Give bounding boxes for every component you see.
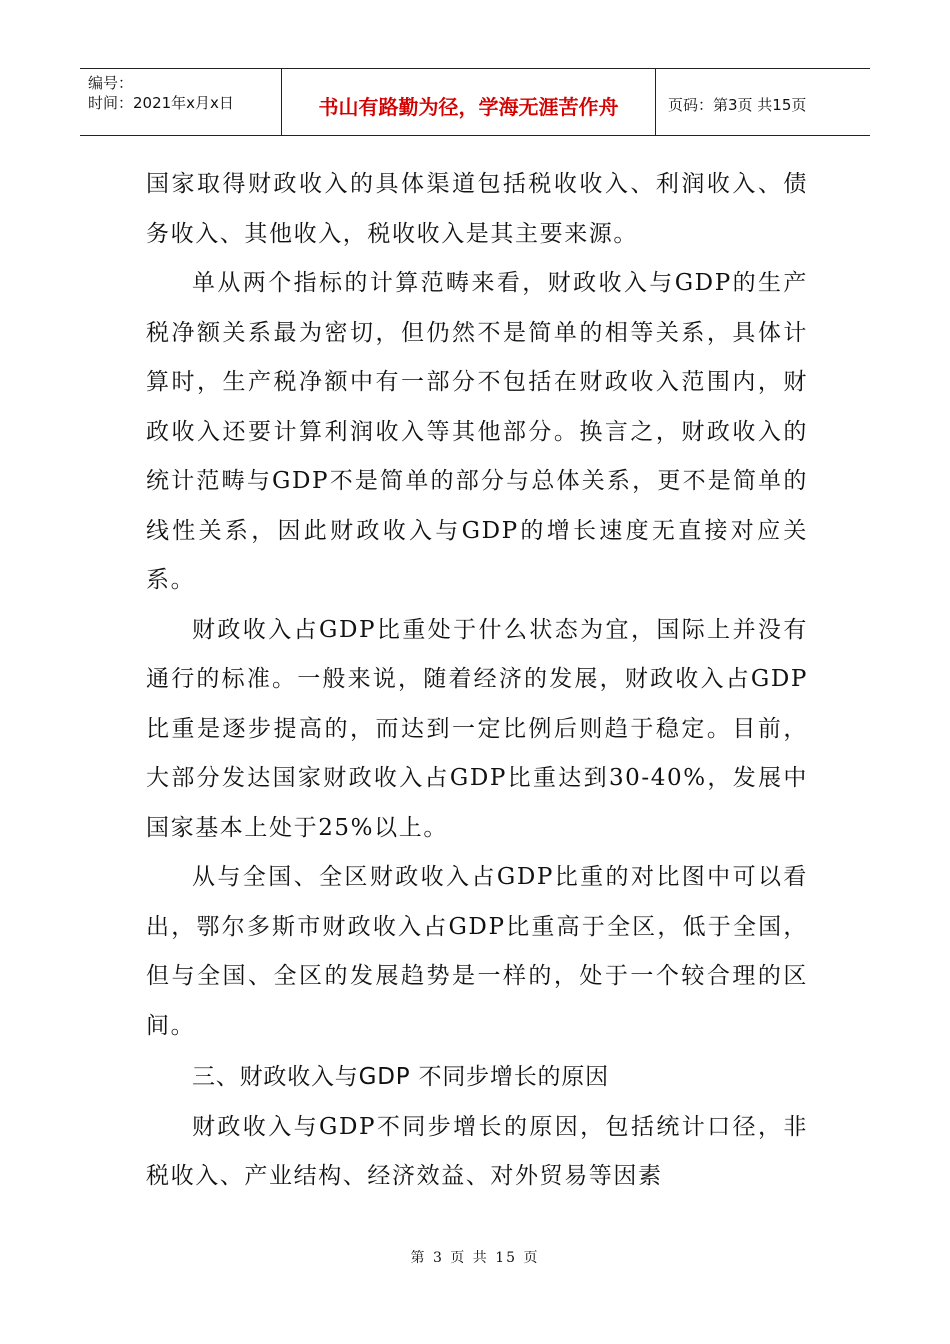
document-body — [146, 160, 808, 1202]
header-meta — [80, 69, 282, 135]
paragraph-5: 财政收入与GDP不同步增长的原因，包括统计口径，非税收入、产业结构、经济效益、对外贸易等因素 — [146, 1113, 808, 1189]
time-label: 时间：2021年x月x日 — [88, 94, 234, 112]
paragraph-2: 单从两个指标的计算范畴来看，财政收入与GDP的生产税净额关系最为密切，但仍然不是简单的相等关系，具体计算时，生产税净额中有一部分不包括在财政收入范围内，财政收入还要计算利润收入等其他部分。换言之，财政收入的统计范畴与GDP不是简单的部分与总体关系，更不是简单的线性关系，因此财政收入与GDP的增长速度无直接对应关系。 — [146, 270, 808, 593]
page-header — [80, 68, 870, 136]
paragraph-1: 国家取得财政收入的具体渠道包括税收收入、利润收入、债务收入、其他收入，税收收入是其主要来源。 — [146, 171, 808, 247]
header-motto: 书山有路勤为径，学海无涯苦作舟 — [282, 69, 656, 135]
paragraph-4: 从与全国、全区财政收入占GDP比重的对比图中可以看出，鄂尔多斯市财政收入占GDP比重高于全区，低于全国，但与全国、全区的发展趋势是一样的，处于一个较合理的区间。 — [146, 864, 808, 1039]
header-page-info: 页码：第3页 共15页 — [668, 95, 807, 114]
code-label: 编号： — [88, 74, 134, 92]
paragraph-3: 财政收入占GDP比重处于什么状态为宜，国际上并没有通行的标准。一般来说，随着经济的发展，财政收入占GDP比重是逐步提高的，而达到一定比例后则趋于稳定。目前，大部分发达国家财政收入占GDP比重达到30-40%，发展中国家基本上处于25%以上。 — [146, 616, 808, 841]
page-footer: 第 3 页 共 15 页 — [410, 1250, 540, 1266]
section-heading: 三、财政收入与GDP 不同步增长的原因 — [192, 1064, 609, 1090]
